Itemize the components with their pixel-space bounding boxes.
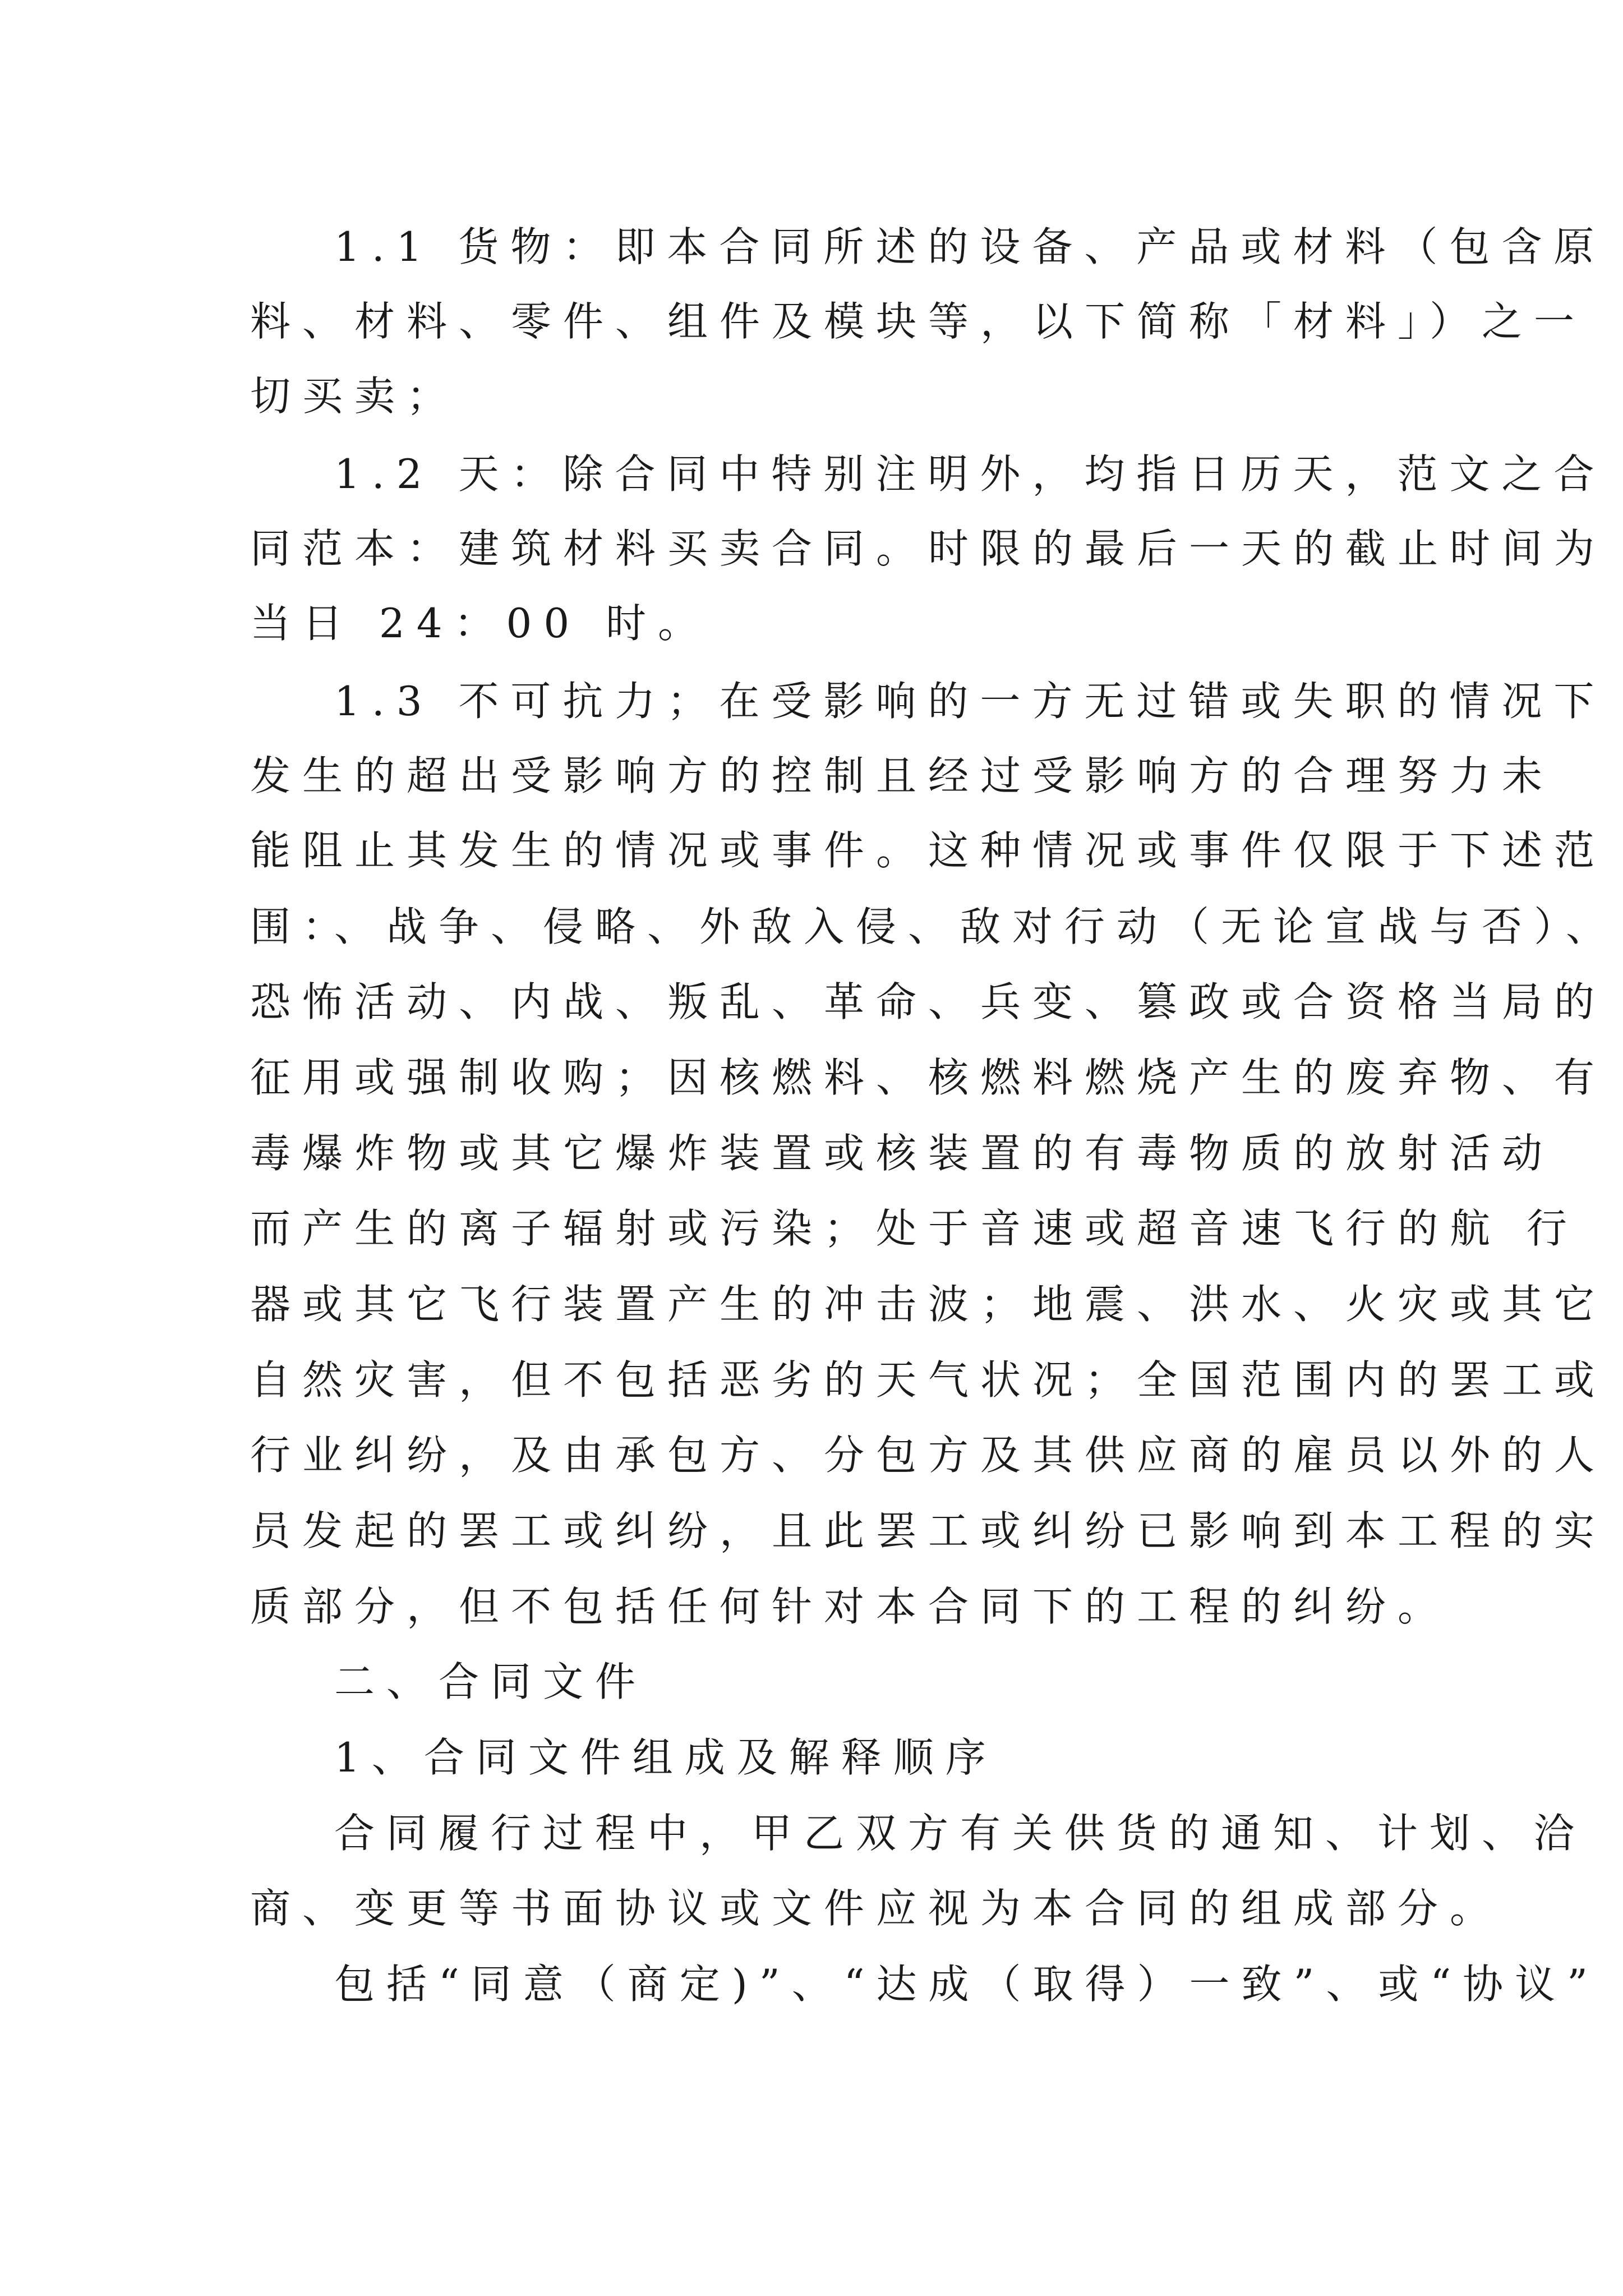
- section-heading: 二、合同文件: [334, 1658, 648, 1705]
- text-line: 商、变更等书面协议或文件应视为本合同的组成部分。: [250, 1885, 1502, 1932]
- text-line: 而产生的离子辐射或污染；处于音速或超音速飞行的航 行: [250, 1205, 1579, 1252]
- text-line: 行业纠纷，及由承包方、分包方及其供应商的雇员以外的人: [250, 1432, 1607, 1479]
- text-line: 恐怖活动、内战、叛乱、革命、兵变、篡政或合资格当局的: [250, 978, 1607, 1025]
- text-line: 合同履行过程中，甲乙双方有关供货的通知、计划、洽: [334, 1810, 1587, 1857]
- text-line: 器或其它飞行装置产生的冲击波；地震、洪水、火灾或其它: [250, 1281, 1607, 1328]
- text-line: 能阻止其发生的情况或事件。这种情况或事件仅限于下述范: [250, 827, 1607, 874]
- text-line: 1.1 货物：即本合同所述的设备、产品或材料（包含原: [334, 223, 1606, 270]
- text-line: 同范本：建筑材料买卖合同。时限的最后一天的截止时间为: [250, 525, 1607, 572]
- text-line: 质部分，但不包括任何针对本合同下的工程的纠纷。: [250, 1583, 1450, 1630]
- text-line: 员发起的罢工或纠纷，且此罢工或纠纷已影响到本工程的实: [250, 1507, 1607, 1554]
- text-line: 1.3 不可抗力；在受影响的一方无过错或失职的情况下: [334, 678, 1606, 725]
- text-line: 征用或强制收购；因核燃料、核燃料燃烧产生的废弃物、有: [250, 1054, 1607, 1101]
- text-line: 毒爆炸物或其它爆炸装置或核装置的有毒物质的放射活动: [250, 1130, 1555, 1177]
- subsection-heading: 1、合同文件组成及解释顺序: [334, 1734, 998, 1781]
- text-line: 料、材料、零件、组件及模块等，以下简称「材料」）之一: [250, 298, 1587, 345]
- text-line: 1.2 天：除合同中特别注明外，均指日历天，范文之合: [334, 450, 1606, 498]
- text-line: 围：、战争、侵略、外敌入侵、敌对行动（无论宣战与否）、: [250, 903, 1619, 950]
- text-line: 当日 24：00 时。: [250, 600, 711, 647]
- text-line: 切买卖；: [250, 372, 459, 420]
- text-line: 包括“同意（商定)”、“达成（取得）一致”、或“协议”: [334, 1961, 1599, 2008]
- text-line: 发生的超出受影响方的控制且经过受影响方的合理努力未: [250, 752, 1555, 799]
- text-line: 自然灾害，但不包括恶劣的天气状况；全国范围内的罢工或: [250, 1356, 1607, 1404]
